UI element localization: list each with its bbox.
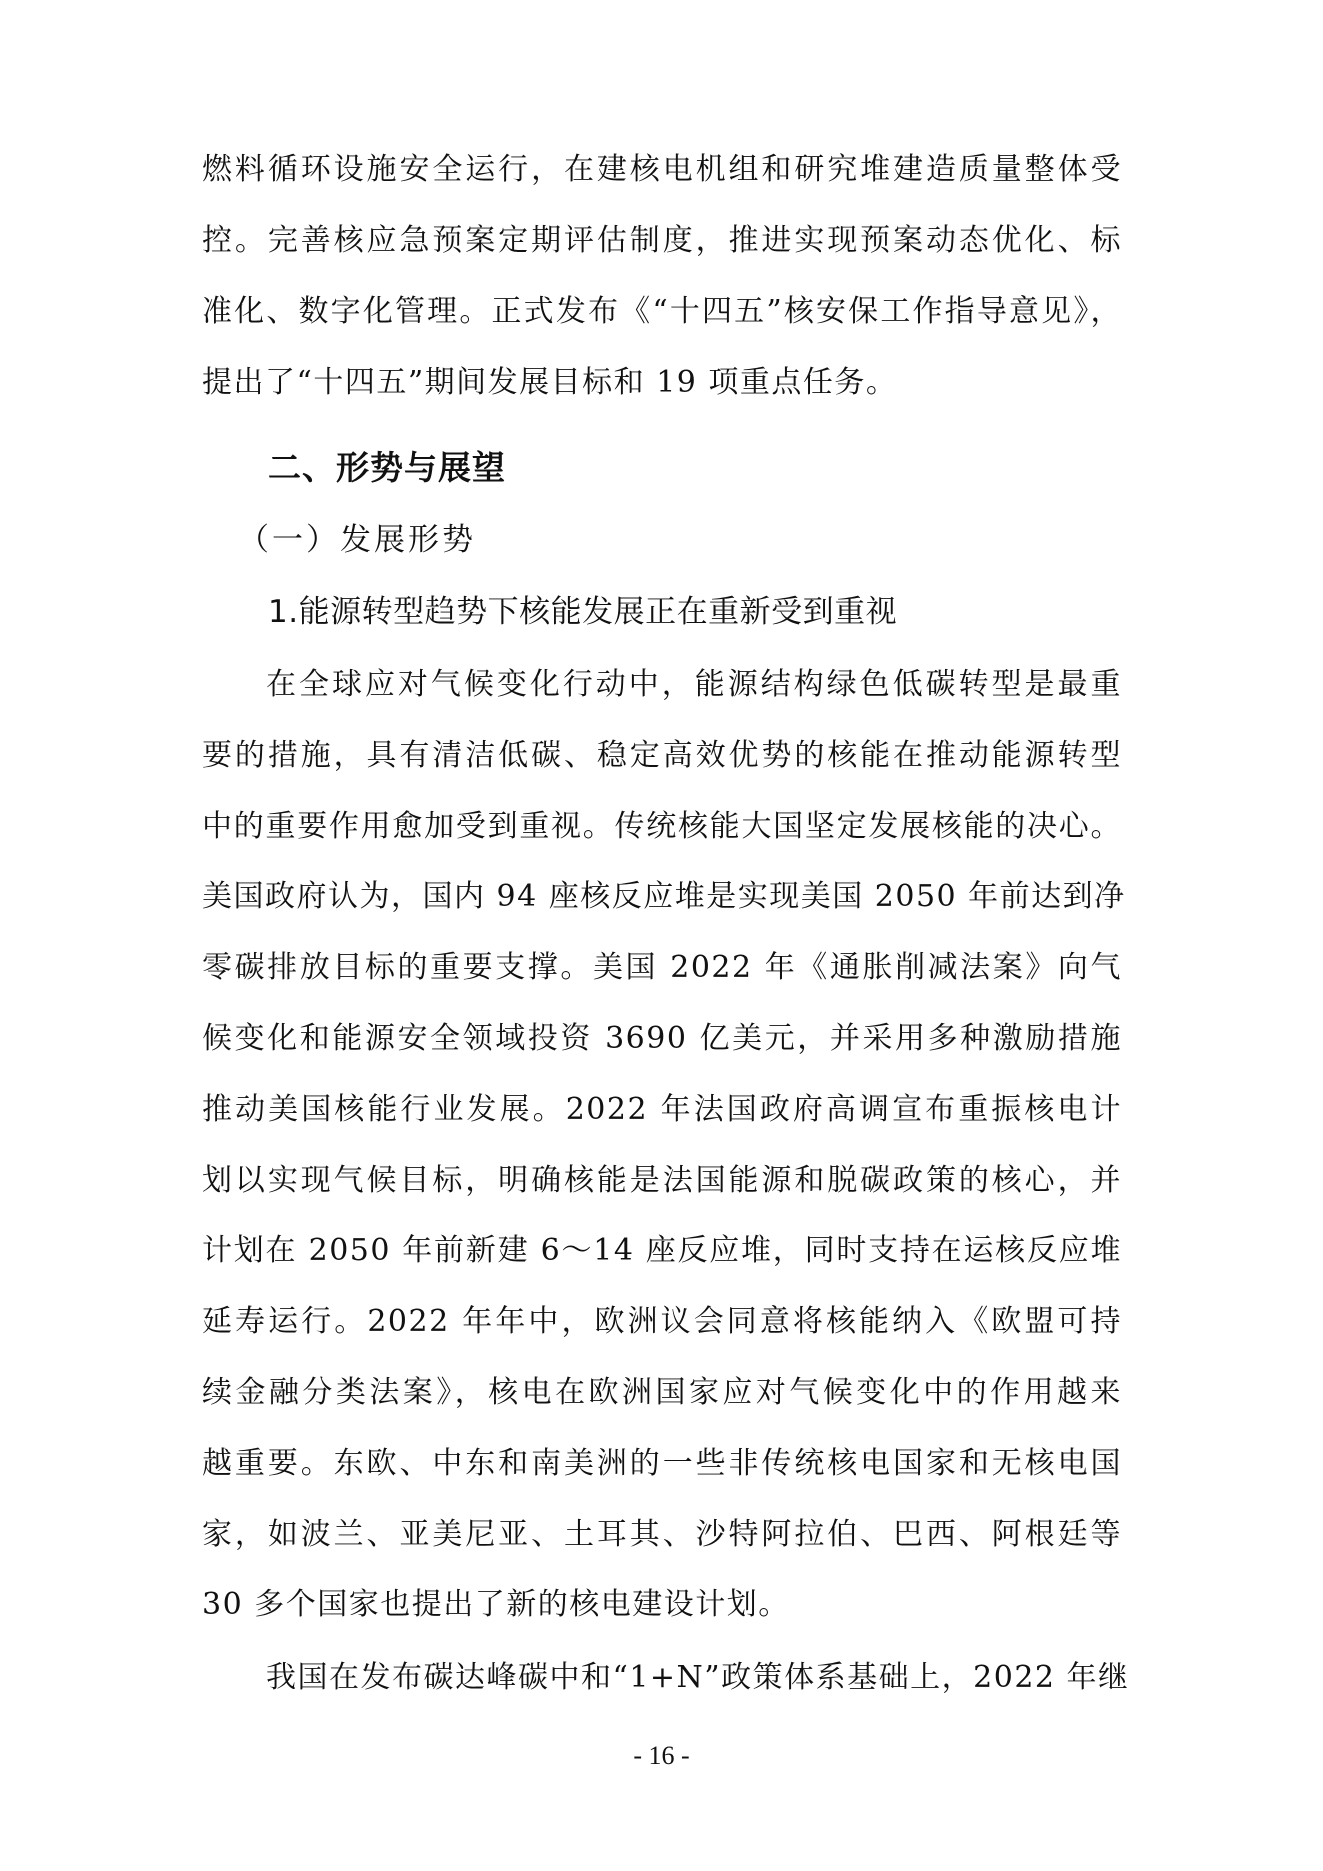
paragraph-line: 准化、数字化管理。正式发布《“十四五”核安保工作指导意见》，	[202, 294, 1122, 329]
paragraph-line: 越重要。东欧、中东和南美洲的一些非传统核电国家和无核电国	[202, 1446, 1122, 1481]
paragraph-line: 中的重要作用愈加受到重视。传统核能大国坚定发展核能的决心。	[202, 809, 1122, 844]
section-heading: 二、形势与展望	[268, 448, 506, 487]
paragraph-line: 在全球应对气候变化行动中，能源结构绿色低碳转型是最重	[266, 667, 1122, 702]
paragraph-line: 候变化和能源安全领域投资 3690 亿美元，并采用多种激励措施	[202, 1021, 1122, 1056]
item-heading: 1.能源转型趋势下核能发展正在重新受到重视	[268, 594, 898, 630]
subsection-heading: （一）发展形势	[238, 522, 476, 558]
paragraph-line: 燃料循环设施安全运行，在建核电机组和研究堆建造质量整体受	[202, 152, 1122, 187]
paragraph-line: 计划在 2050 年前新建 6～14 座反应堆，同时支持在运核反应堆	[202, 1233, 1122, 1268]
paragraph-line: 推动美国核能行业发展。2022 年法国政府高调宣布重振核电计	[202, 1092, 1122, 1127]
paragraph-line: 要的措施，具有清洁低碳、稳定高效优势的核能在推动能源转型	[202, 738, 1122, 773]
paragraph-line: 控。完善核应急预案定期评估制度，推进实现预案动态优化、标	[202, 223, 1122, 258]
paragraph-line: 我国在发布碳达峰碳中和“1+N”政策体系基础上，2022 年继	[266, 1660, 1130, 1695]
paragraph-line: 划以实现气候目标，明确核能是法国能源和脱碳政策的核心，并	[202, 1163, 1122, 1198]
paragraph-line: 零碳排放目标的重要支撑。美国 2022 年《通胀削减法案》向气	[202, 950, 1122, 985]
paragraph-line: 提出了“十四五”期间发展目标和 19 项重点任务。	[202, 365, 898, 400]
paragraph-line: 美国政府认为，国内 94 座核反应堆是实现美国 2050 年前达到净	[202, 879, 1126, 914]
paragraph-line: 续金融分类法案》，核电在欧洲国家应对气候变化中的作用越来	[202, 1375, 1122, 1410]
paragraph-line: 30 多个国家也提出了新的核电建设计划。	[202, 1587, 790, 1622]
paragraph-line: 延寿运行。2022 年年中，欧洲议会同意将核能纳入《欧盟可持	[202, 1304, 1122, 1339]
paragraph-line: 家，如波兰、亚美尼亚、土耳其、沙特阿拉伯、巴西、阿根廷等	[202, 1517, 1122, 1552]
page-number: - 16 -	[633, 1741, 690, 1770]
